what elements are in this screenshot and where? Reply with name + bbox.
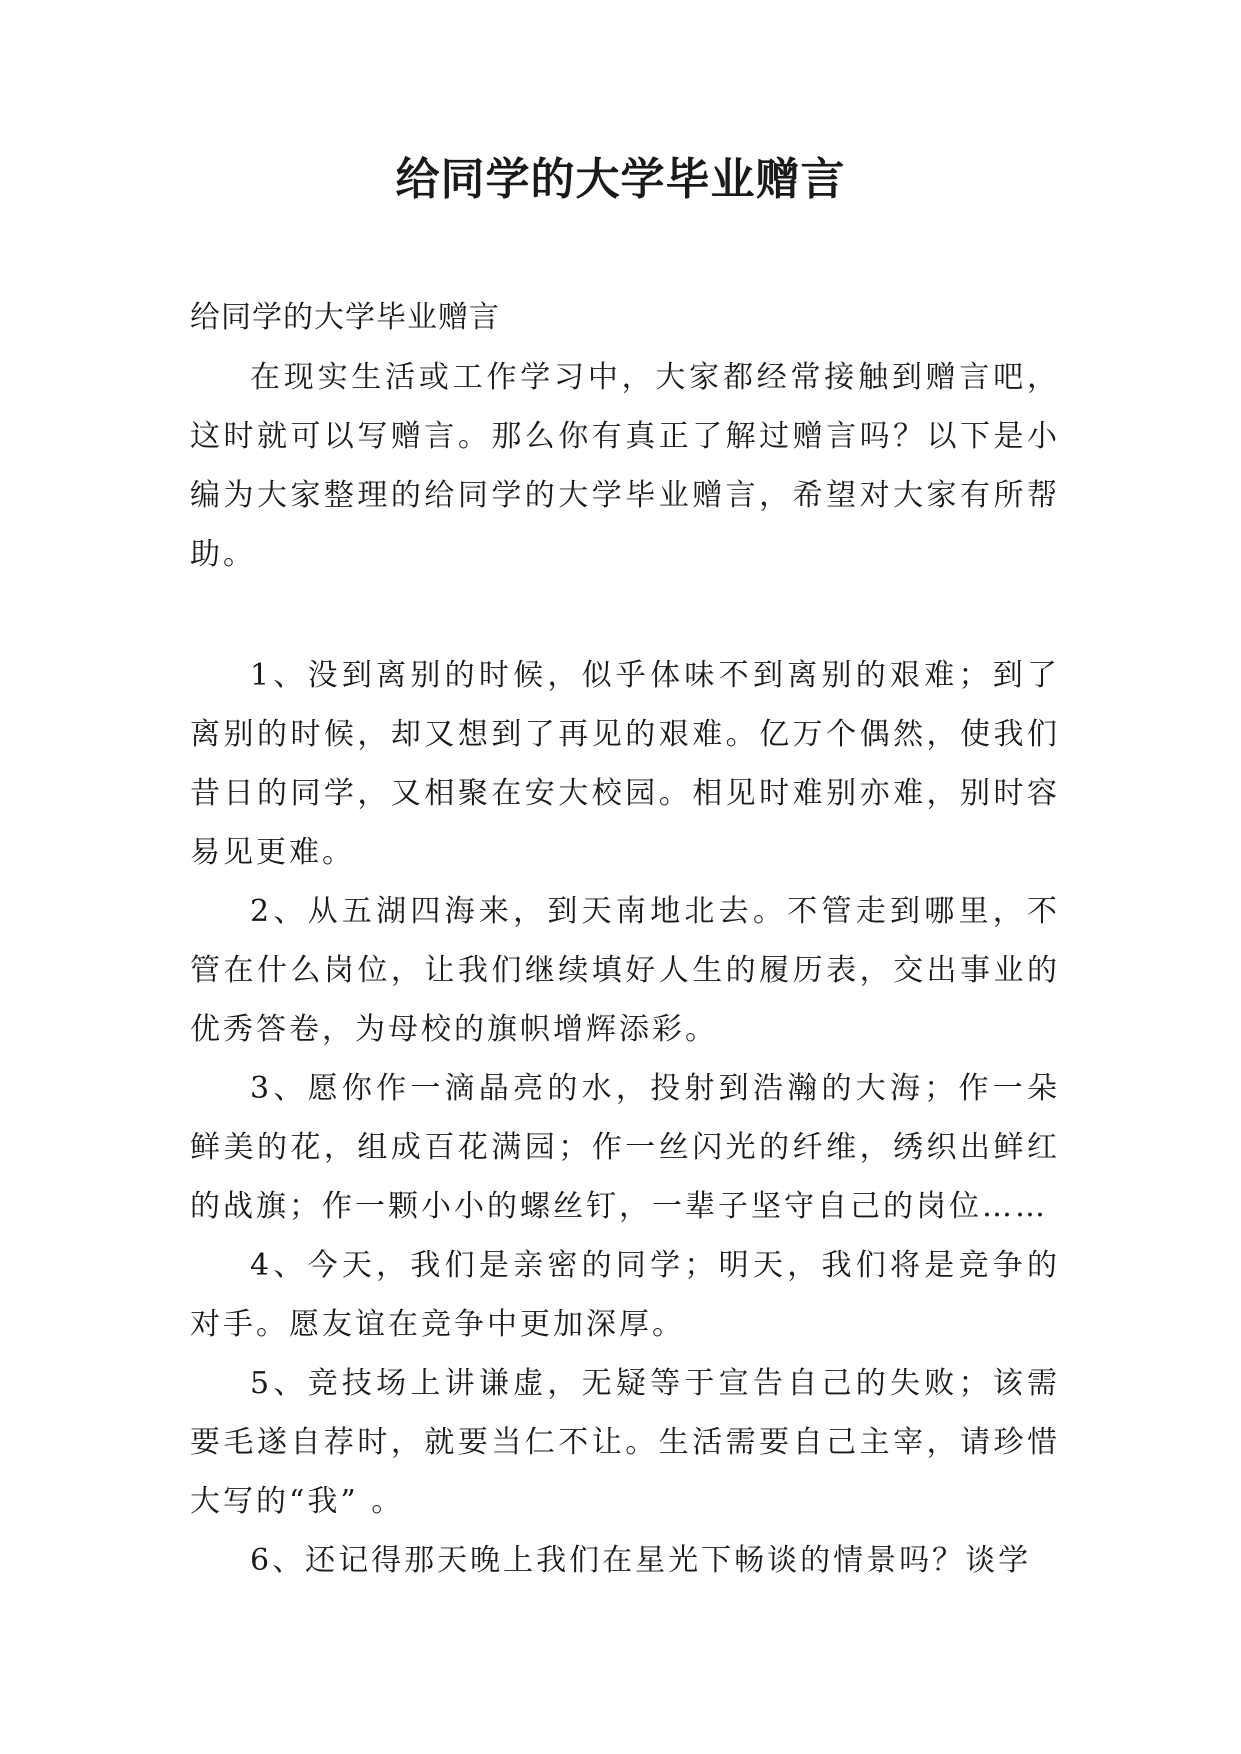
document-body — [190, 288, 1060, 1590]
list-item: 4、今天，我们是亲密的同学；明天，我们将是竞争的对手。愿友谊在竞争中更加深厚。 — [190, 1248, 1060, 1342]
document-title: 给同学的大学毕业赠言 — [395, 154, 846, 205]
intro-paragraph: 在现实生活或工作学习中，大家都经常接触到赠言吧，这时就可以写赠言。那么你有真正了解过赠言吗？以下是小编为大家整理的给同学的大学毕业赠言，希望对大家有所帮助。 — [190, 360, 1060, 572]
document-subtitle: 给同学的大学毕业赠言 — [190, 300, 500, 335]
list-item: 1、没到离别的时候，似乎体味不到离别的艰难；到了离别的时候，却又想到了再见的艰难。亿万个偶然，使我们昔日的同学，又相聚在安大校园。相见时难别亦难，别时容易见更难。 — [190, 658, 1060, 870]
list-item: 6、还记得那天晚上我们在星光下畅谈的情景吗？谈学 — [250, 1543, 1032, 1578]
list-item: 3、愿你作一滴晶亮的水，投射到浩瀚的大海；作一朵鲜美的花，组成百花满园；作一丝闪光的纤维，绣织出鲜红的战旗；作一颗小小的螺丝钉，一辈子坚守自己的岗位…… — [190, 1071, 1060, 1224]
list-item: 5、竞技场上讲谦虚，无疑等于宣告自己的失败；该需要毛遂自荐时，就要当仁不让。生活需要自己主宰，请珍惜大写的“我” 。 — [190, 1366, 1060, 1519]
list-item: 2、从五湖四海来，到天南地北去。不管走到哪里，不管在什么岗位，让我们继续填好人生的履历表，交出事业的优秀答卷，为母校的旗帜增辉添彩。 — [190, 894, 1060, 1047]
